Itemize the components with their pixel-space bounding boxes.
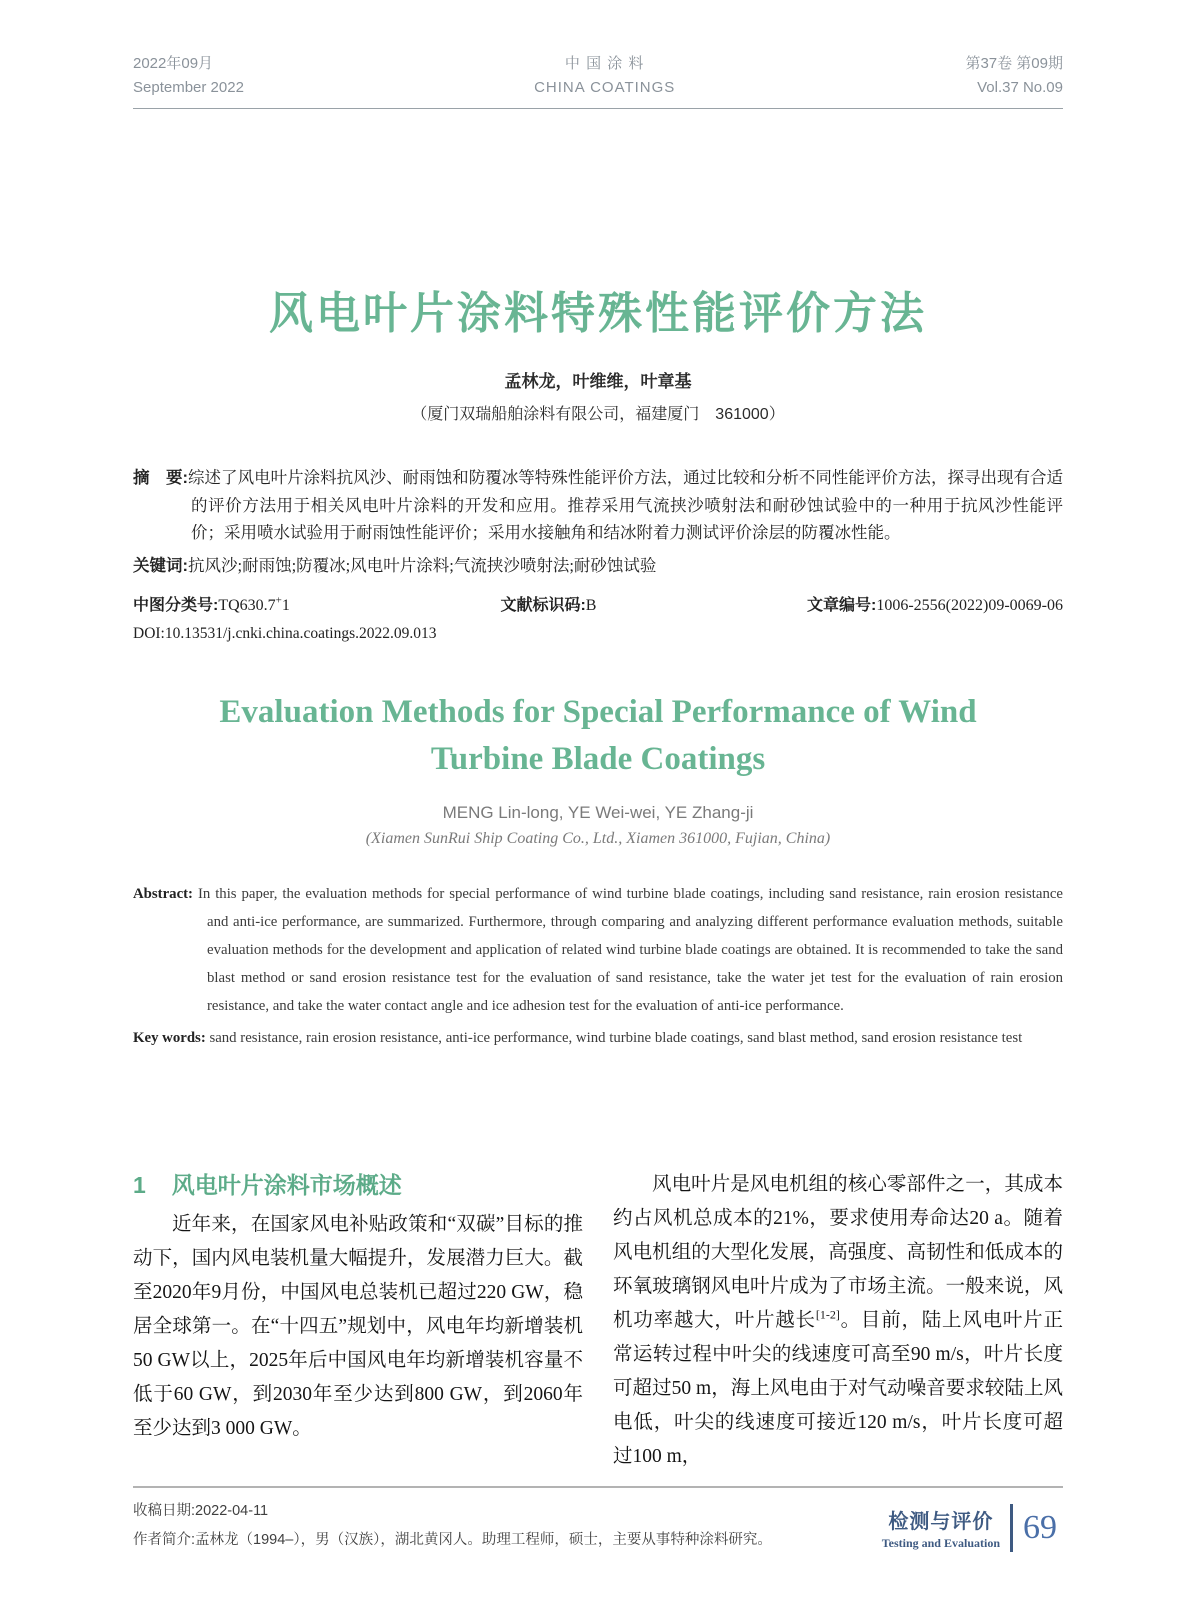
article-title-cn: 风电叶片涂料特殊性能评价方法 — [269, 289, 927, 338]
clc-label: 中图分类号: — [133, 597, 219, 614]
article-id-label: 文章编号: — [807, 597, 877, 614]
keywords-label-cn: 关键词: — [133, 557, 188, 575]
author-bio-value: 孟林龙（1994–），男（汉族），湖北黄冈人。助理工程师，硕士，主要从事特种涂料研究。 — [195, 1532, 772, 1548]
received-date-value: 2022-04-11 — [195, 1503, 269, 1519]
body-column-right — [613, 1168, 1063, 1474]
clc-number — [133, 592, 290, 615]
column-name-cn: 检测与评价 — [888, 1511, 994, 1533]
authors-cn: 孟林龙，叶维维，叶章基 — [504, 372, 692, 391]
section-1-paragraph-left: 近年来，在国家风电补贴政策和“双碳”目标的推动下，国内风电装机量大幅提升，发展潜力巨大。截至2020年9月份，中国风电总装机已超过220 GW，稳居全球第一。在“十四五”规划中，风电年均新增装机50 GW以上，2025年后中国风电年均新增装机容量不低于60 GW，到2030年至少达到800 GW，到2060年至少达到3 000 GW。 — [133, 1214, 583, 1439]
author-bio-label: 作者简介: — [133, 1532, 196, 1548]
classification-row — [133, 592, 1063, 615]
abstract-cn — [133, 464, 1063, 546]
doc-code-value: B — [585, 597, 597, 614]
section-1-title: 风电叶片涂料市场概述 — [171, 1172, 402, 1198]
article-id-value: 1006-2556(2022)09-0069-06 — [876, 597, 1063, 614]
section-1-paragraph-right — [613, 1168, 1063, 1474]
abstract-text-cn: 综述了风电叶片涂料抗风沙、耐雨蚀和防覆冰等特殊性能评价方法，通过比较和分析不同性能评价方法，探寻出现有合适的评价方法用于相关风电叶片涂料的开发和应用。推荐采用气流挟沙喷射法和耐砂蚀试验中的一种用于抗风沙性能评价；采用喷水试验用于耐雨蚀性能评价；采用水接触角和结冰附着力测试评价涂层的防覆冰性能。 — [188, 468, 1064, 542]
keywords-label-en: Key words: — [133, 1030, 206, 1046]
clc-value-base: TQ630.7 — [218, 597, 276, 614]
abstract-text-en: In this paper, the evaluation methods for special performance of wind turbine blade coatings, including sand resistance, rain erosion resistance and anti-ice performance, are summarized. Furthermore, through comparing and analyzing different performance evaluation methods, suitable evaluation methods for the development and application of related wind turbine blade coatings are obtained. It is recommended to take the sand blast method or sand erosion resistance test for the evaluation of sand resistance, take the water jet test for the evaluation of rain erosion resistance, and take the water contact angle and ice adhesion test for the evaluation of anti-ice performance. — [197, 886, 1064, 1014]
header-date-cn: 2022年09月 — [133, 55, 214, 72]
header-journal-name — [534, 52, 675, 100]
header-issue-cn: 第37卷 第09期 — [965, 55, 1063, 72]
body-column-left — [133, 1168, 583, 1474]
badge-divider — [1010, 1504, 1013, 1552]
keywords-cn — [133, 552, 1063, 580]
article-title-en: Evaluation Methods for Special Performance of Wind Turbine Blade Coatings — [219, 694, 977, 777]
column-name-en: Testing and Evaluation — [881, 1536, 1000, 1550]
column-badge — [882, 1504, 1057, 1552]
received-date-label: 收稿日期: — [133, 1503, 196, 1519]
doi: DOI:10.13531/j.cnki.china.coatings.2022.09.013 — [133, 625, 437, 642]
abstract-en — [133, 880, 1063, 1020]
header-issue-en: Vol.37 No.09 — [977, 79, 1063, 96]
abstract-label-en: Abstract: — [133, 886, 193, 902]
affiliation-en: (Xiamen SunRui Ship Coating Co., Ltd., Xiamen 361000, Fujian, China) — [365, 830, 831, 847]
keywords-text-en: sand resistance, rain erosion resistance, anti-ice performance, wind turbine blade coatings, sand blast method, sand erosion resistance test — [209, 1030, 1023, 1046]
header-journal-cn: 中 国 涂 料 — [564, 55, 645, 72]
paragraph-right-part1: 风电叶片是风电机组的核心零部件之一，其成本约占风机总成本的21%，要求使用寿命达20 a。随着风电机组的大型化发展，高强度、高韧性和低成本的环氧玻璃钢风电叶片成为了市场主流。一般来说，风机功率越大，叶片越长 — [613, 1174, 1063, 1331]
journal-header — [133, 0, 1063, 109]
body-columns — [133, 1168, 1063, 1474]
abstract-label-cn: 摘 要: — [133, 469, 189, 487]
clc-value-tail: 1 — [281, 597, 290, 614]
affiliation-cn: （厦门双瑞船舶涂料有限公司，福建厦门 361000） — [411, 406, 785, 423]
section-1-heading — [133, 1168, 583, 1202]
header-date-en: September 2022 — [133, 79, 244, 96]
article-id — [807, 592, 1063, 615]
clc-value-sup: + — [275, 594, 282, 607]
page-content — [133, 0, 1063, 1555]
citation-ref: [1-2] — [815, 1307, 840, 1322]
header-issue — [965, 52, 1063, 100]
document-code — [500, 592, 596, 615]
doc-code-label: 文献标识码: — [500, 597, 586, 614]
keywords-en — [133, 1024, 1063, 1052]
header-journal-en: CHINA COATINGS — [534, 79, 676, 96]
keywords-text-cn: 抗风沙;耐雨蚀;防覆冰;风电叶片涂料;气流挟沙喷射法;耐砂蚀试验 — [188, 556, 657, 575]
authors-en: MENG Lin-long, YE Wei-wei, YE Zhang-ji — [442, 803, 754, 822]
paragraph-right-part2: 。目前，陆上风电叶片正常运转过程中叶尖的线速度可高至90 m/s，叶片长度可超过50 m，海上风电由于对气动噪音要求较陆上风电低，叶尖的线速度可接近120 m/s，叶片长度可超过100 m， — [613, 1310, 1063, 1467]
clc-value — [218, 594, 290, 614]
column-badge-text — [882, 1505, 1000, 1551]
section-1-number: 1 — [133, 1172, 146, 1198]
header-date — [133, 52, 244, 100]
page-number: 69 — [1023, 1509, 1057, 1546]
